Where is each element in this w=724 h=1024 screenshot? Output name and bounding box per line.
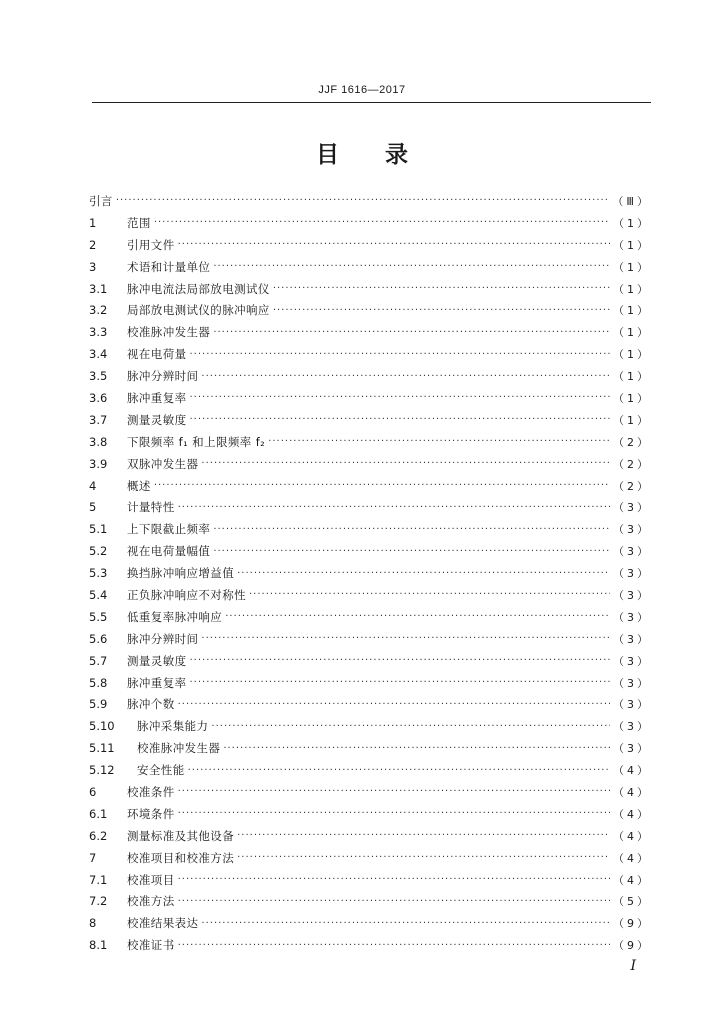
- toc-entry-number: 3.2: [89, 303, 108, 318]
- toc-entry-label: 脉冲电流法局部放电测试仪: [127, 281, 270, 296]
- toc-entry-label: 校准条件: [127, 784, 175, 799]
- toc-entry-label: 校准结果表达: [127, 916, 199, 931]
- toc-entry-page: （4）: [613, 829, 651, 843]
- toc-entry[interactable]: [89, 409, 651, 431]
- toc-entry-number: 5.10: [89, 719, 115, 734]
- toc-entry[interactable]: [89, 693, 651, 715]
- toc-entry-number: 1: [89, 215, 97, 230]
- toc-entry-label: 测量灵敏度: [127, 653, 187, 668]
- toc-entry[interactable]: [89, 299, 651, 321]
- toc-title-char-1: 目: [316, 142, 339, 168]
- toc-entry[interactable]: [89, 321, 651, 343]
- toc-entry-page: （Ⅲ）: [612, 194, 651, 208]
- toc-entry[interactable]: [89, 737, 651, 759]
- toc-entry-label: 测量灵敏度: [127, 412, 187, 427]
- toc-leader-dots: [273, 305, 610, 316]
- toc-leader-dots: [178, 786, 610, 797]
- toc-entry[interactable]: [89, 672, 651, 694]
- toc-entry-label: 术语和计量单位: [127, 259, 211, 274]
- toc-entry[interactable]: [89, 540, 651, 562]
- toc-entry-label: 环境条件: [127, 806, 175, 821]
- toc-entry-number: 5.7: [89, 653, 108, 668]
- toc-entry[interactable]: [89, 869, 651, 891]
- toc-leader-dots: [237, 852, 610, 863]
- toc-entry-number: 3.9: [89, 456, 108, 471]
- toc-entry-number: 3: [89, 259, 97, 274]
- toc-leader-dots: [178, 699, 610, 710]
- toc-entry-page: （2）: [613, 457, 651, 471]
- toc-leader-dots: [178, 896, 610, 907]
- toc-leader-dots: [237, 568, 610, 579]
- toc-entry-page: （1）: [613, 238, 651, 252]
- toc-title-char-2: 录: [385, 142, 408, 168]
- toc-entry-number: 5.12: [89, 763, 115, 778]
- toc-entry-page: （1）: [613, 260, 651, 274]
- toc-entry-label: 脉冲采集能力: [137, 719, 209, 734]
- toc-leader-dots: [223, 743, 610, 754]
- toc-entry-label: 脉冲重复率: [127, 390, 187, 405]
- toc-entry-label: 引用文件: [127, 237, 175, 252]
- toc-leader-dots: [213, 261, 610, 272]
- toc-entry-number: 3.8: [89, 434, 108, 449]
- toc-entry-label: 校准脉冲发生器: [127, 325, 211, 340]
- toc-entry[interactable]: [89, 891, 651, 913]
- table-of-contents: [89, 190, 651, 956]
- toc-entry-number: 2: [89, 237, 97, 252]
- toc-entry-number: 7.1: [89, 872, 108, 887]
- toc-entry-label: 范围: [127, 215, 151, 230]
- toc-entry-page: （1）: [613, 326, 651, 340]
- toc-entry-page: （3）: [613, 632, 651, 646]
- toc-entry-page: （2）: [613, 435, 651, 449]
- toc-entry-number: 3.6: [89, 390, 108, 405]
- toc-leader-dots: [273, 283, 610, 294]
- toc-entry-page: （1）: [613, 413, 651, 427]
- toc-entry[interactable]: [89, 562, 651, 584]
- toc-entry-page: （3）: [613, 545, 651, 559]
- toc-entry-page: （1）: [613, 348, 651, 362]
- toc-entry[interactable]: [89, 606, 651, 628]
- toc-entry-page: （3）: [613, 698, 651, 712]
- toc-entry-page: （9）: [613, 939, 651, 953]
- toc-leader-dots: [268, 436, 610, 447]
- toc-leader-dots: [201, 918, 610, 929]
- toc-entry-label: 引言: [89, 193, 113, 208]
- toc-entry-number: 7.2: [89, 894, 108, 909]
- toc-entry-label: 校准项目和校准方法: [127, 850, 235, 865]
- toc-entry-page: （4）: [613, 851, 651, 865]
- toc-entry-page: （1）: [613, 370, 651, 384]
- toc-leader-dots: [178, 239, 610, 250]
- toc-entry-label: 校准证书: [127, 938, 175, 953]
- toc-leader-dots: [190, 414, 611, 425]
- toc-leader-dots: [178, 874, 610, 885]
- toc-leader-dots: [213, 546, 610, 557]
- toc-entry-page: （3）: [613, 588, 651, 602]
- toc-leader-dots: [154, 480, 610, 491]
- toc-entry-label: 校准脉冲发生器: [137, 741, 221, 756]
- toc-entry-number: 6: [89, 784, 97, 799]
- toc-leader-dots: [178, 940, 610, 951]
- toc-entry[interactable]: [89, 781, 651, 803]
- toc-entry[interactable]: [89, 496, 651, 518]
- toc-leader-dots: [201, 633, 610, 644]
- toc-entry-number: 5.2: [89, 544, 108, 559]
- toc-entry[interactable]: [89, 518, 651, 540]
- toc-entry-number: 8: [89, 916, 97, 931]
- toc-entry-label: 概述: [127, 478, 151, 493]
- toc-entry-page: （3）: [613, 567, 651, 581]
- toc-leader-dots: [211, 721, 610, 732]
- toc-entry-page: （9）: [613, 917, 651, 931]
- toc-entry-number: 5.4: [89, 587, 108, 602]
- toc-entry[interactable]: [89, 847, 651, 869]
- toc-entry-number: 5.11: [89, 741, 115, 756]
- toc-leader-dots: [225, 611, 610, 622]
- toc-title: [0, 136, 724, 169]
- toc-entry[interactable]: [89, 256, 651, 278]
- toc-entry-page: （2）: [613, 479, 651, 493]
- toc-entry[interactable]: [89, 650, 651, 672]
- toc-entry[interactable]: [89, 387, 651, 409]
- toc-entry-number: 3.7: [89, 412, 108, 427]
- toc-entry-label: 脉冲分辨时间: [127, 631, 199, 646]
- toc-entry-page: （1）: [613, 391, 651, 405]
- toc-entry-number: 5.3: [89, 566, 108, 581]
- toc-leader-dots: [190, 349, 611, 360]
- toc-entry-label: 低重复率脉冲响应: [127, 609, 223, 624]
- toc-entry[interactable]: [89, 715, 651, 737]
- toc-entry-number: 5.1: [89, 522, 108, 537]
- toc-entry[interactable]: [89, 759, 651, 781]
- toc-leader-dots: [178, 808, 610, 819]
- toc-entry-label: 换挡脉冲响应增益值: [127, 566, 235, 581]
- toc-entry-label: 脉冲重复率: [127, 675, 187, 690]
- toc-entry-label: 校准方法: [127, 894, 175, 909]
- toc-leader-dots: [116, 195, 610, 206]
- toc-entry-page: （3）: [613, 501, 651, 515]
- toc-entry[interactable]: [89, 934, 651, 956]
- toc-entry-label: 计量特性: [127, 500, 175, 515]
- toc-entry-label: 测量标准及其他设备: [127, 828, 235, 843]
- toc-entry-number: 3.1: [89, 281, 108, 296]
- toc-entry-number: 5: [89, 500, 97, 515]
- toc-entry-number: 3.3: [89, 325, 108, 340]
- toc-entry-page: （4）: [613, 785, 651, 799]
- toc-entry-label: 正负脉冲响应不对称性: [127, 587, 246, 602]
- toc-entry-page: （3）: [613, 610, 651, 624]
- toc-entry-label: 视在电荷量: [127, 347, 187, 362]
- toc-entry[interactable]: [89, 343, 651, 365]
- toc-entry[interactable]: [89, 803, 651, 825]
- toc-entry-page: （5）: [613, 895, 651, 909]
- toc-leader-dots: [190, 655, 611, 666]
- toc-entry-number: 5.5: [89, 609, 108, 624]
- toc-entry-page: （1）: [613, 216, 651, 230]
- toc-leader-dots: [178, 502, 610, 513]
- header-rule: [92, 102, 651, 103]
- toc-entry[interactable]: [89, 234, 651, 256]
- toc-entry-number: 7: [89, 850, 97, 865]
- toc-entry-page: （1）: [613, 282, 651, 296]
- toc-entry-label: 下限频率 f₁ 和上限频率 f₂: [127, 434, 266, 449]
- toc-entry-page: （1）: [613, 304, 651, 318]
- toc-entry-label: 脉冲个数: [127, 697, 175, 712]
- toc-entry[interactable]: [89, 365, 651, 387]
- toc-entry[interactable]: [89, 431, 651, 453]
- toc-entry-number: 4: [89, 478, 97, 493]
- toc-leader-dots: [249, 589, 610, 600]
- toc-entry-label: 脉冲分辨时间: [127, 369, 199, 384]
- toc-entry-page: （3）: [613, 720, 651, 734]
- toc-leader-dots: [190, 392, 611, 403]
- toc-entry[interactable]: [89, 475, 651, 497]
- toc-entry-page: （3）: [613, 654, 651, 668]
- toc-entry[interactable]: [89, 190, 651, 212]
- toc-entry-label: 校准项目: [127, 872, 175, 887]
- toc-leader-dots: [188, 765, 610, 776]
- document-code: JJF 1616—2017: [318, 84, 406, 96]
- toc-entry[interactable]: [89, 453, 651, 475]
- toc-entry-number: 5.6: [89, 631, 108, 646]
- toc-entry[interactable]: [89, 912, 651, 934]
- toc-entry-page: （3）: [613, 523, 651, 537]
- toc-leader-dots: [237, 830, 610, 841]
- toc-entry-page: （3）: [613, 676, 651, 690]
- toc-leader-dots: [190, 677, 611, 688]
- toc-entry-label: 双脉冲发生器: [127, 456, 199, 471]
- toc-leader-dots: [201, 458, 610, 469]
- toc-entry-number: 3.4: [89, 347, 108, 362]
- toc-entry-label: 上下限截止频率: [127, 522, 211, 537]
- toc-entry-page: （4）: [613, 873, 651, 887]
- toc-leader-dots: [213, 327, 610, 338]
- toc-entry[interactable]: [89, 825, 651, 847]
- toc-entry-number: 6.1: [89, 806, 108, 821]
- toc-leader-dots: [154, 217, 610, 228]
- toc-entry[interactable]: [89, 584, 651, 606]
- toc-entry-page: （4）: [613, 807, 651, 821]
- toc-entry[interactable]: [89, 212, 651, 234]
- toc-entry-label: 局部放电测试仪的脉冲响应: [127, 303, 270, 318]
- toc-entry-page: （4）: [613, 764, 651, 778]
- toc-entry-number: 5.8: [89, 675, 108, 690]
- toc-leader-dots: [201, 371, 610, 382]
- toc-entry-label: 视在电荷量幅值: [127, 544, 211, 559]
- toc-entry-number: 3.5: [89, 369, 108, 384]
- toc-entry-label: 安全性能: [137, 763, 185, 778]
- toc-leader-dots: [213, 524, 610, 535]
- toc-entry[interactable]: [89, 628, 651, 650]
- toc-entry-number: 5.9: [89, 697, 108, 712]
- page-folio: I: [630, 958, 636, 974]
- toc-entry-number: 8.1: [89, 938, 108, 953]
- toc-entry-number: 6.2: [89, 828, 108, 843]
- toc-entry-page: （3）: [613, 742, 651, 756]
- toc-entry[interactable]: [89, 278, 651, 300]
